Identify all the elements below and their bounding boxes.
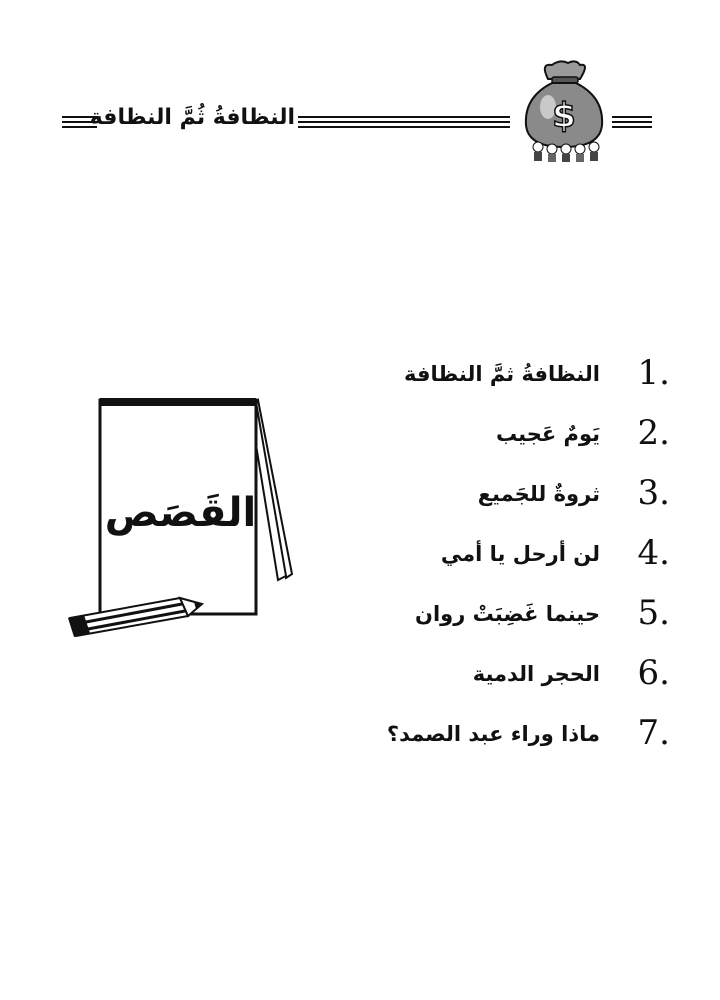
item-number: 4. xyxy=(637,533,670,573)
money-bag-icon xyxy=(518,57,610,163)
item-title: ماذا وراء عبد الصمد؟ xyxy=(386,722,600,746)
item-title: حينما غَضِبَتْ روان xyxy=(415,602,600,626)
dollar-symbol: $ xyxy=(552,96,576,136)
list-item[interactable] xyxy=(330,590,670,650)
list-item[interactable] xyxy=(330,470,670,530)
table-of-contents xyxy=(330,350,670,770)
item-number: 6. xyxy=(637,653,670,693)
header-rule-middle xyxy=(298,116,510,129)
item-number: 2. xyxy=(637,413,670,453)
header-title: النظافةُ ثُمَّ النظافة xyxy=(89,105,295,130)
list-item[interactable] xyxy=(330,710,670,770)
page-header xyxy=(0,55,720,165)
list-item[interactable] xyxy=(330,650,670,710)
item-number: 3. xyxy=(637,473,670,513)
list-item[interactable] xyxy=(330,350,670,410)
header-rule-right xyxy=(612,116,652,129)
item-title: النظافةُ ثمَّ النظافة xyxy=(404,362,600,386)
list-item[interactable] xyxy=(330,530,670,590)
item-title: الحجر الدمية xyxy=(472,662,600,686)
item-title: لن أرحل يا أمي xyxy=(440,542,600,566)
item-number: 1. xyxy=(637,353,670,393)
item-title: يَومٌ عَجيب xyxy=(495,422,600,446)
notebook-title: القَصَص xyxy=(104,490,257,536)
item-number: 5. xyxy=(637,593,670,633)
list-item[interactable] xyxy=(330,410,670,470)
item-title: ثروةٌ للجَميع xyxy=(477,482,600,506)
item-number: 7. xyxy=(637,713,670,753)
